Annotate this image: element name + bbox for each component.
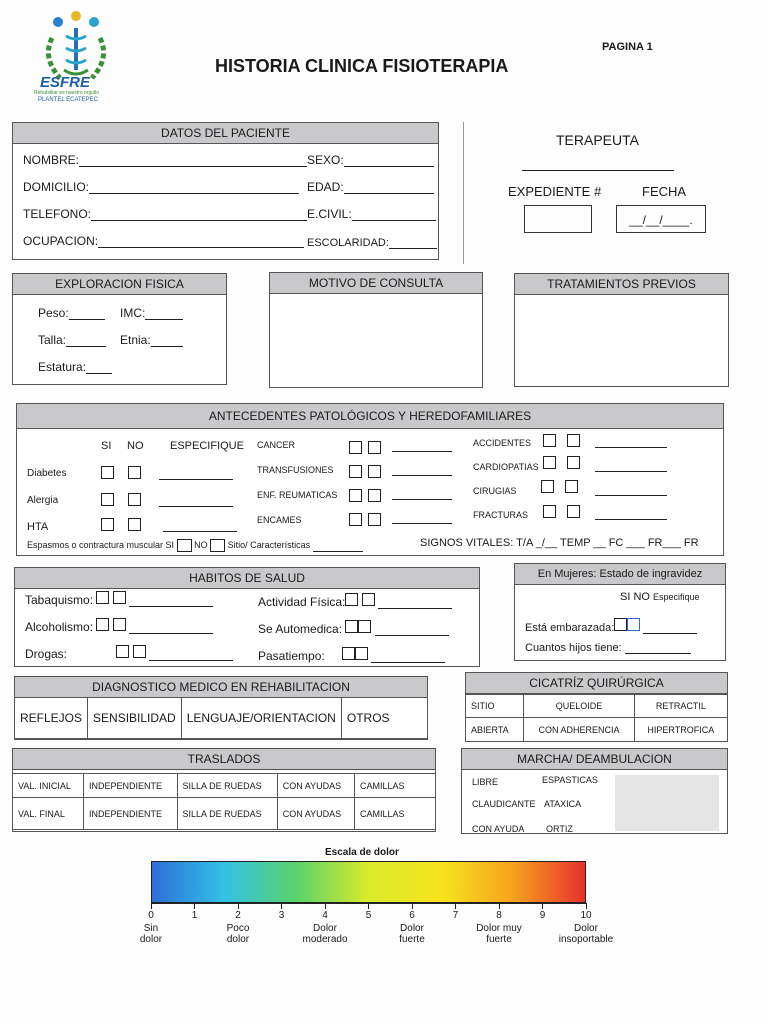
traslados-title: TRASLADOS [13,749,435,770]
cicatriz-cell[interactable]: HIPERTROFICA [634,718,727,742]
pain-scale-title: Escala de dolor [325,847,399,858]
cicatriz-cell[interactable]: RETRACTIL [634,695,727,718]
antecedente-right-label: ACCIDENTES [473,438,532,448]
talla-field[interactable] [66,334,106,347]
pain-level-label: Dolor muy fuerte [476,923,522,945]
hta-especifique-field[interactable] [163,520,237,532]
marcha-section [461,748,728,834]
pain-level-label: Dolor fuerte [399,923,425,945]
pasatiempo-si-checkbox[interactable] [342,647,355,660]
embarazada-si-checkbox[interactable] [614,618,627,631]
alcoholismo-field[interactable] [129,621,213,634]
cirugias-si-checkbox[interactable] [541,480,554,493]
actividad-field[interactable] [378,596,452,609]
ocupacion-field[interactable] [98,235,304,248]
habito-label: Tabaquismo: [25,593,94,607]
diagnostico-reflejos[interactable]: REFLEJOS [15,698,88,739]
mujeres-section [514,563,726,661]
nombre-field[interactable] [79,154,307,167]
pain-tick-label: 9 [539,910,546,921]
pain-tick-mark [455,903,456,909]
pain-tick-mark [281,903,282,909]
etnia-field[interactable] [151,334,183,347]
tratamientos-section[interactable] [514,273,729,387]
embarazada-field[interactable] [643,621,697,634]
therapist-section [463,122,731,264]
actividad-si-checkbox[interactable] [345,593,358,606]
marcha-item[interactable]: ESPASTICAS [542,775,598,785]
fracturas-field[interactable] [595,508,667,520]
si-header: SI [101,440,112,452]
diagnostico-otros[interactable]: OTROS [341,698,427,739]
hta-si-checkbox[interactable] [101,518,114,531]
marcha-item[interactable]: CLAUDICANTE [472,799,536,809]
traslado-cell[interactable]: INDEPENDIENTE [84,798,178,830]
pain-scale-axis [139,903,614,953]
escolaridad-label: ESCOLARIDAD: [307,237,389,249]
expediente-field[interactable] [524,205,592,233]
transfusiones-field[interactable] [392,464,452,476]
diagnostico-title: DIAGNOSTICO MEDICO EN REHABILITACION [15,677,427,698]
traslado-cell[interactable]: VAL. INICIAL [13,774,84,798]
espasmos-no-label: NO [194,539,208,550]
antecedente-right-label: FRACTURAS [473,510,529,520]
page-number: PAGINA 1 [602,41,653,53]
actividad-no-checkbox[interactable] [362,593,375,606]
telefono-field[interactable] [91,208,307,221]
pain-tick-label: 5 [365,910,372,921]
tabaquismo-si-checkbox[interactable] [96,591,109,604]
signos-vitales: SIGNOS VITALES: T/A _/__ TEMP __ FC ___ FR___ FR [420,537,699,549]
traslado-cell[interactable]: INDEPENDIENTE [84,774,178,798]
estatura-field[interactable] [86,361,112,374]
esfre-logo [30,8,122,108]
habito-label: Pasatiempo: [258,649,325,663]
imc-field[interactable] [145,307,183,320]
traslado-cell[interactable]: CON AYUDAS [277,774,354,798]
exploracion-title: EXPLORACION FISICA [13,274,226,295]
traslado-cell[interactable]: CAMILLAS [355,774,436,798]
therapist-title: TERAPEUTA [556,132,639,148]
logo-campus: PLANTEL ECATEPEC [38,97,99,103]
pain-tick-mark [325,903,326,909]
automedica-si-checkbox[interactable] [345,620,358,633]
transfusiones-si-checkbox[interactable] [349,465,362,478]
encames-no-checkbox[interactable] [368,513,381,526]
expediente-label: EXPEDIENTE # [508,184,602,199]
motivo-section[interactable] [269,272,483,388]
telefono-label: TELEFONO: [23,207,92,221]
drogas-field[interactable] [149,648,233,661]
alcoholismo-si-checkbox[interactable] [96,618,109,631]
sexo-label: SEXO: [307,153,344,167]
therapist-name-line[interactable] [522,170,674,171]
especifique-header: ESPECIFIQUE [170,440,244,452]
pain-tick-label: 1 [191,910,198,921]
ocupacion-label: OCUPACION: [23,234,99,248]
antecedente-right-label: CIRUGIAS [473,486,517,496]
marcha-notes-area[interactable] [615,775,719,831]
cardiopatias-no-checkbox[interactable] [567,456,580,469]
tabaquismo-no-checkbox[interactable] [113,591,126,604]
pain-tick-mark [151,903,152,909]
patient-section [12,122,439,260]
pain-tick-label: 7 [452,910,459,921]
habito-label: Actividad Física: [258,595,346,609]
pasatiempo-no-checkbox[interactable] [355,647,368,660]
cicatriz-title: CICATRÍZ QUIRÚRGICA [466,673,727,694]
encames-field[interactable] [392,512,452,524]
diagnostico-sensibilidad[interactable]: SENSIBILIDAD [88,698,182,739]
sexo-field[interactable] [344,154,434,167]
antecedente-left-label: Alergia [27,495,59,506]
estatura-label: Estatura: [38,360,87,374]
fecha-label: FECHA [642,184,687,199]
antecedente-mid-label: ENF. REUMATICAS [257,490,338,500]
cicatriz-cell[interactable]: SITIO [466,695,524,718]
fracturas-no-checkbox[interactable] [567,505,580,518]
cardiopatias-si-checkbox[interactable] [543,456,556,469]
diabetes-si-checkbox[interactable] [101,466,114,479]
diagnostico-section [14,676,428,740]
pain-tick-label: 3 [278,910,285,921]
logo-text: ESFRE [40,74,91,91]
pain-tick-mark [368,903,369,909]
edad-field[interactable] [344,181,434,194]
accidentes-field[interactable] [595,436,667,448]
encames-si-checkbox[interactable] [349,513,362,526]
cancer-no-checkbox[interactable] [368,441,381,454]
hta-no-checkbox[interactable] [128,518,141,531]
alergia-si-checkbox[interactable] [101,493,114,506]
habito-label: Se Automedica: [258,622,343,636]
espasmos-label: Espasmos o contractura muscular SI [27,539,175,550]
sitio-label: Sitio/ Características [227,539,311,550]
traslado-cell[interactable]: CAMILLAS [355,798,436,830]
traslado-cell[interactable]: SILLA DE RUEDAS [177,774,277,798]
imc-label: IMC: [120,306,146,320]
marcha-item[interactable]: ATAXICA [544,799,582,809]
pain-tick-label: 10 [580,910,592,921]
logo-tagline: Rehabilitar es nuestro orgullo [34,90,100,96]
talla-label: Talla: [38,333,67,347]
pain-tick-mark [499,903,500,909]
pain-tick-label: 6 [409,910,415,921]
exploracion-section [12,273,227,385]
mujeres-title: En Mujeres: Estado de ingravidez [515,564,725,585]
hijos-field[interactable] [625,641,691,654]
habito-label: Alcoholismo: [25,620,94,634]
fecha-field[interactable] [616,205,706,233]
habitos-section [14,567,480,667]
embarazada-no-checkbox[interactable] [627,618,640,631]
cicatriz-cell[interactable]: CON ADHERENCIA [524,718,634,742]
pain-level-label: Sin dolor [139,923,163,945]
antecedentes-section [16,403,724,556]
espasmos-no-checkbox[interactable] [210,539,225,552]
cirugias-no-checkbox[interactable] [565,480,578,493]
accidentes-si-checkbox[interactable] [543,434,556,447]
automedica-field[interactable] [375,623,449,636]
diabetes-no-checkbox[interactable] [128,466,141,479]
alergia-no-checkbox[interactable] [128,493,141,506]
tabaquismo-field[interactable] [129,594,213,607]
no-header: NO [127,440,144,452]
cirugias-field[interactable] [595,484,667,496]
edad-label: EDAD: [307,180,344,194]
traslado-cell[interactable]: VAL. FINAL [13,798,84,830]
traslado-cell[interactable]: SILLA DE RUEDAS [177,798,277,830]
embarazada-label: Está embarazada: [525,622,615,634]
fracturas-si-checkbox[interactable] [543,505,556,518]
marcha-item[interactable]: LIBRE [472,777,499,787]
cicatriz-section [465,672,728,742]
fecha-format: __/__/____. [629,213,693,227]
nombre-label: NOMBRE: [23,153,80,167]
domicilio-field[interactable] [89,181,299,194]
pain-level-label: Dolor insoportable [558,923,614,945]
antecedente-left-label: HTA [27,521,49,533]
antecedente-mid-label: CANCER [257,440,296,450]
espasmos-si-checkbox[interactable] [177,539,192,552]
pain-tick-mark [586,903,587,909]
ecivil-field[interactable] [352,208,436,221]
sitio-field[interactable] [313,539,363,552]
antecedente-right-label: CARDIOPATIAS [473,462,539,472]
pain-level-label: Dolor moderado [302,923,348,945]
antecedente-mid-label: TRANSFUSIONES [257,465,334,475]
etnia-label: Etnia: [120,333,151,347]
automedica-no-checkbox[interactable] [358,620,371,633]
domicilio-label: DOMICILIO: [23,180,90,194]
pain-tick-label: 4 [322,910,328,921]
reumaticas-no-checkbox[interactable] [368,489,381,502]
reumaticas-si-checkbox[interactable] [349,489,362,502]
diabetes-especifique-field[interactable] [159,468,233,480]
patient-section-title: DATOS DEL PACIENTE [13,123,438,144]
cardiopatias-field[interactable] [595,460,667,472]
tratamientos-title: TRATAMIENTOS PREVIOS [515,274,728,295]
transfusiones-no-checkbox[interactable] [368,465,381,478]
pain-tick-label: 0 [148,910,154,921]
drogas-si-checkbox[interactable] [116,645,129,658]
marcha-title: MARCHA/ DEAMBULACION [462,749,727,770]
pain-level-label: Poco dolor [226,923,250,945]
pain-tick-label: 8 [496,910,502,921]
mujeres-si-no: SI NO [620,591,650,603]
antecedentes-title: ANTECEDENTES PATOLÓGICOS Y HEREDOFAMILIARES [17,404,723,429]
reumaticas-field[interactable] [392,488,452,500]
cicatriz-cell[interactable]: ABIERTA [466,718,524,742]
peso-field[interactable] [69,307,105,320]
pain-tick-mark [194,903,195,909]
traslados-section [12,748,436,832]
pasatiempo-field[interactable] [371,650,445,663]
mujeres-especifique: Especifique [653,592,700,602]
antecedente-left-label: Diabetes [27,468,67,479]
pain-scale-bar [151,861,586,903]
escolaridad-field[interactable] [389,236,437,249]
accidentes-no-checkbox[interactable] [567,434,580,447]
pain-tick-mark [542,903,543,909]
pain-tick-label: 2 [235,910,241,921]
motivo-title: MOTIVO DE CONSULTA [270,273,482,294]
alergia-especifique-field[interactable] [159,495,233,507]
traslado-cell[interactable]: CON AYUDAS [277,798,354,830]
marcha-item[interactable]: ORTIZ [546,824,573,834]
ecivil-label: E.CIVIL: [307,207,352,221]
marcha-item[interactable]: CON AYUDA [472,824,525,834]
cicatriz-cell[interactable]: QUELOIDE [524,695,634,718]
peso-label: Peso: [38,306,69,320]
hijos-label: Cuantos hijos tiene: [525,642,622,654]
drogas-no-checkbox[interactable] [133,645,146,658]
cancer-field[interactable] [392,440,452,452]
habito-label: Drogas: [25,647,68,661]
habitos-title: HABITOS DE SALUD [15,568,479,589]
diagnostico-lenguaje[interactable]: LENGUAJE/ORIENTACION [181,698,341,739]
pain-tick-mark [238,903,239,909]
cancer-si-checkbox[interactable] [349,441,362,454]
page-title: HISTORIA CLINICA FISIOTERAPIA [215,56,509,76]
antecedente-mid-label: ENCAMES [257,515,302,525]
pain-tick-mark [412,903,413,909]
alcoholismo-no-checkbox[interactable] [113,618,126,631]
